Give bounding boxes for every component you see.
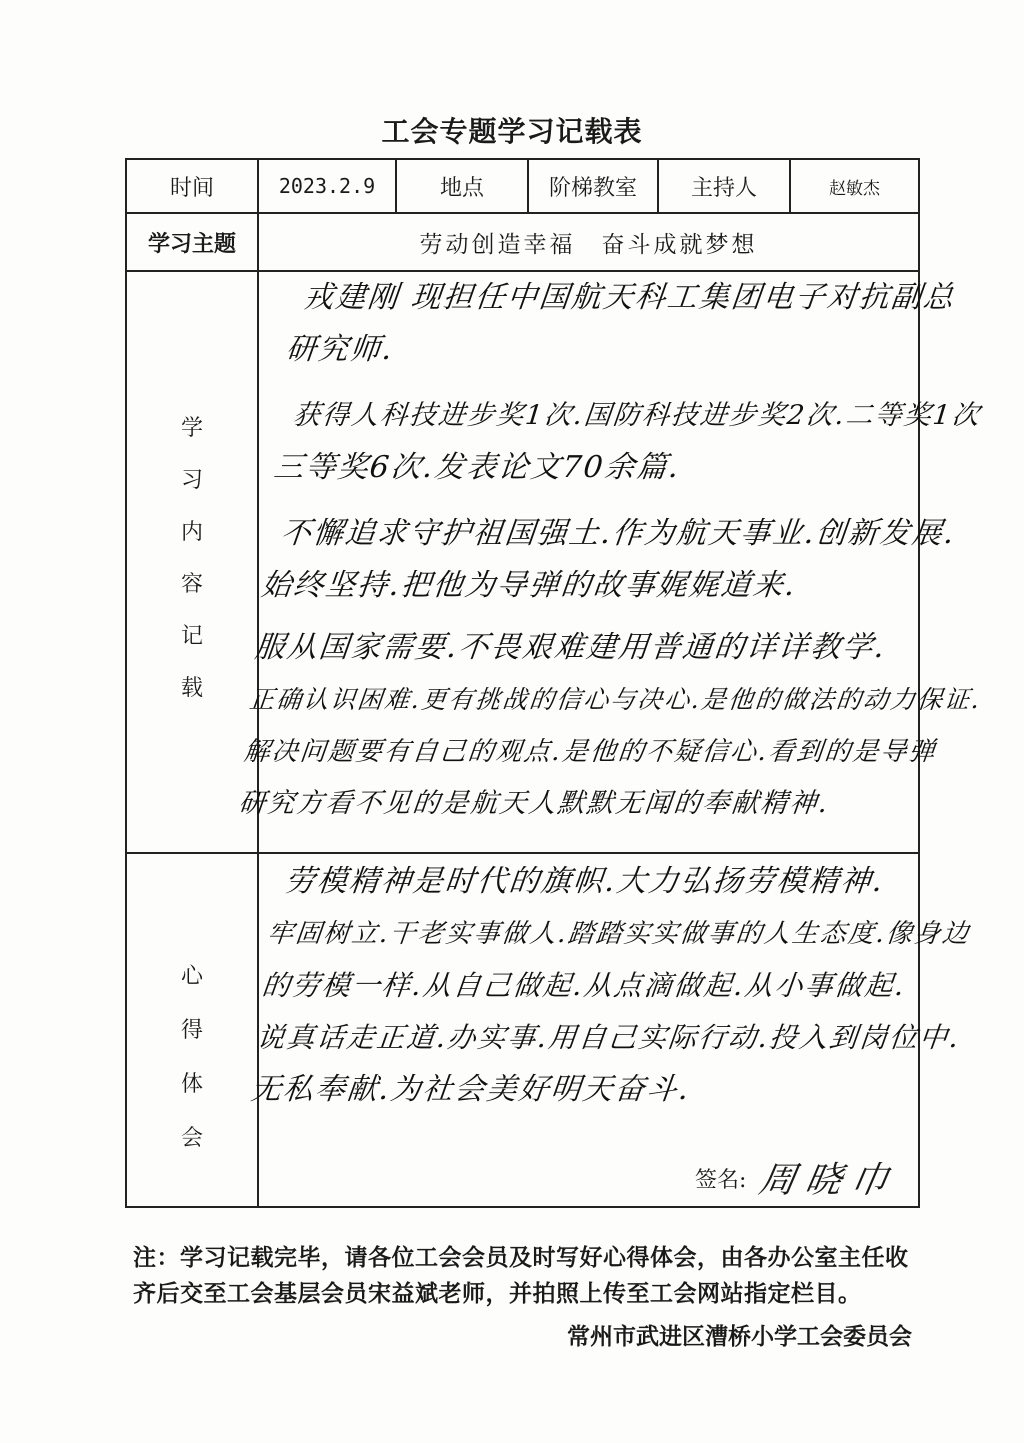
- handwritten-signature: 周晓巾: [755, 1160, 902, 1201]
- reflection-section-label: [177, 950, 207, 1166]
- content-line: 三等奖6次.发表论文70余篇.: [271, 450, 682, 485]
- reflection-line: 无私奉献.为社会美好明天奋斗.: [249, 1072, 693, 1107]
- reflection-label-char: 会: [180, 1126, 203, 1151]
- reflection-line: 的劳模一样.从自己做起.从点滴做起.从小事做起.: [260, 969, 908, 1002]
- row-divider: [127, 852, 918, 854]
- reflection-label-char: 心: [180, 964, 203, 989]
- content-line: 戎建刚 现担任中国航天科工集团电子对抗副总: [301, 280, 958, 315]
- content-label-char: 习: [180, 468, 203, 493]
- time-label: 时间: [169, 175, 214, 201]
- content-line: 研究师.: [284, 332, 396, 367]
- content-label-char: 学: [180, 416, 203, 441]
- organization-name: 常州市武进区漕桥小学工会委员会: [567, 1323, 912, 1350]
- content-line: 获得人科技进步奖1次.国防科技进步奖2次.二等奖1次: [291, 400, 983, 431]
- theme-value: 劳动创造幸福 奋斗成就梦想: [419, 231, 758, 257]
- content-line: 服从国家需要.不畏艰难建用普通的详详教学.: [253, 630, 888, 665]
- content-line: 解决问题要有自己的观点.是他的不疑信心.看到的是导弹: [242, 737, 938, 767]
- reflection-line: 说真话走正道.办实事.用自己实际行动.投入到岗位中.: [254, 1021, 962, 1054]
- reflection-label-char: 体: [180, 1072, 203, 1097]
- document-title: 工会专题学习记载表: [381, 115, 643, 148]
- signature-label: 签名:: [695, 1168, 747, 1193]
- place-label: 地点: [439, 175, 484, 201]
- time-value: 2023.2.9: [278, 174, 376, 198]
- reflection-handwriting: [248, 856, 979, 1116]
- place-value: 阶梯教室: [548, 175, 637, 201]
- content-line: 不懈追求守护祖国强土.作为航天事业.创新发展.: [279, 516, 958, 551]
- content-handwriting: [236, 272, 1024, 830]
- footer-note: 注：学习记载完毕，请各位工会会员及时写好心得体会，由各办公室主任收齐后交至工会基层会员宋益斌老师，并拍照上传至工会网站指定栏目。: [133, 1244, 909, 1307]
- reflection-label-char: 得: [180, 1018, 203, 1043]
- host-value: 赵敏杰: [829, 178, 880, 199]
- content-line: 研究方看不见的是航天人默默无闻的奉献精神.: [236, 788, 831, 819]
- content-label-char: 内: [180, 520, 203, 545]
- content-label-char: 容: [180, 572, 203, 597]
- reflection-line: 牢固树立.干老实事做人.踏踏实实做事的人生态度.像身边: [265, 919, 972, 949]
- content-line: 正确认识困难.更有挑战的信心与决心.是他的做法的动力保证.: [247, 685, 983, 714]
- content-label-char: 载: [180, 676, 203, 701]
- content-section-label: [177, 403, 207, 715]
- host-label: 主持人: [690, 175, 757, 201]
- reflection-line: 劳模精神是时代的旗帜.大力弘扬劳模精神.: [283, 864, 886, 899]
- theme-label: 学习主题: [147, 230, 236, 257]
- content-line: 始终坚持.把他为导弹的故事娓娓道来.: [259, 568, 799, 603]
- content-label-char: 记: [180, 624, 203, 649]
